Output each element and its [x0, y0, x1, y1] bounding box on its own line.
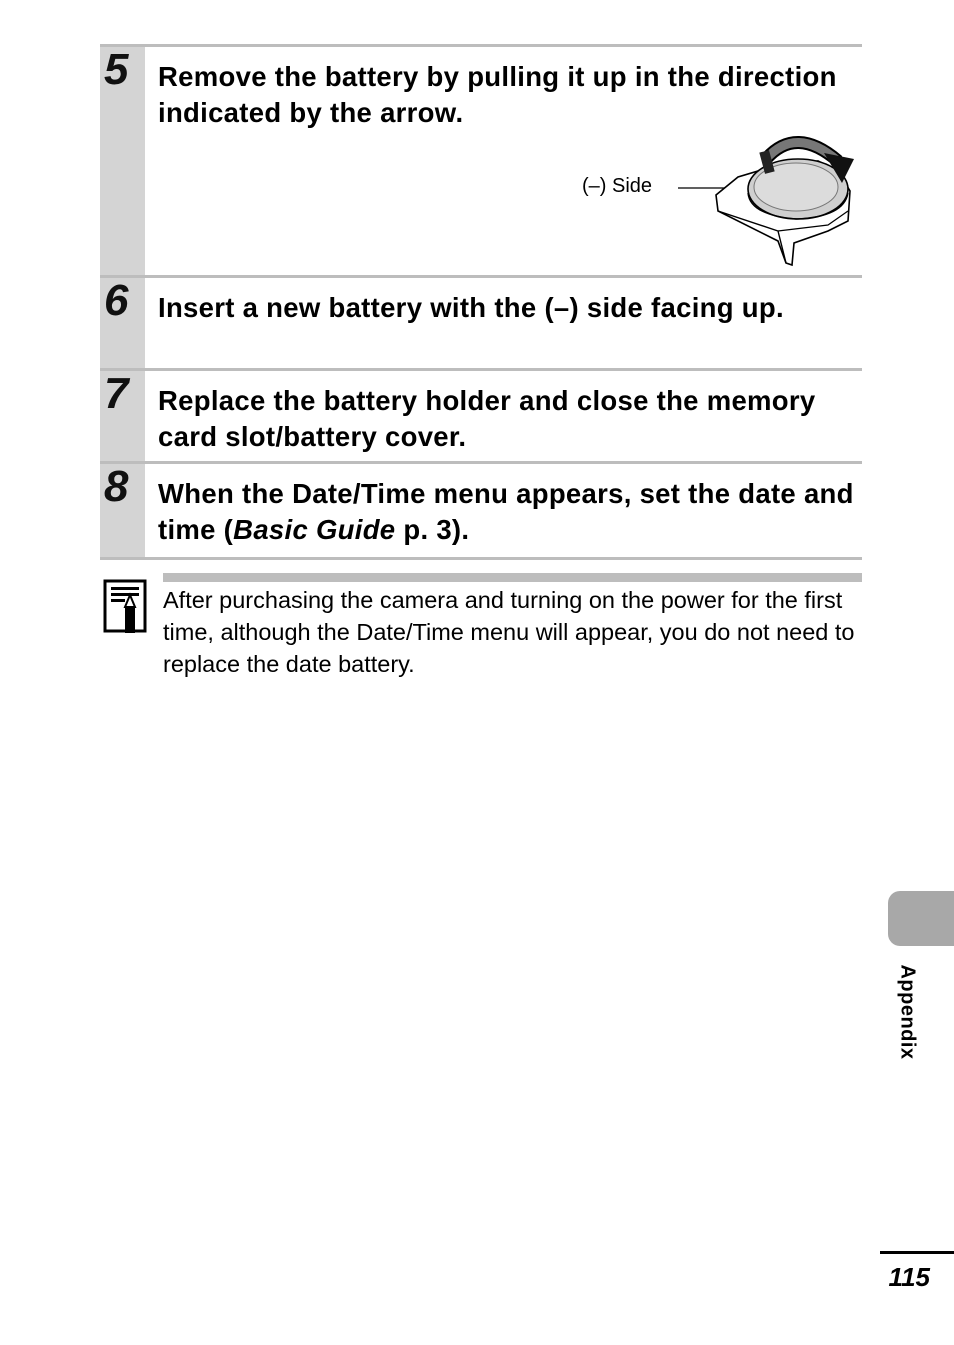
page-number-rule [880, 1251, 954, 1254]
step-5 [100, 44, 862, 277]
battery-removal-illustration [678, 131, 858, 271]
step-number: 8 [104, 462, 129, 511]
step-8 [100, 461, 862, 560]
note-bar [163, 573, 862, 582]
illustration-label: (–) Side [582, 175, 653, 197]
page-number: 115 [888, 1262, 930, 1292]
step-text: Remove the battery by pulling it up in the direction indicated by the arrow. [158, 61, 837, 128]
step-6 [100, 275, 862, 370]
note-icon [103, 579, 147, 635]
step-text [158, 476, 858, 548]
step-text-part: p. 3). [395, 514, 470, 545]
step-text: Insert a new battery with the (–) side facing up. [158, 292, 784, 323]
step-number: 7 [104, 369, 129, 418]
step-number: 5 [104, 45, 129, 94]
step-number: 6 [104, 276, 129, 325]
section-tab [888, 891, 954, 946]
step-7 [100, 368, 862, 463]
step-text-part: When the Date/Time menu appears, set the date and time ( [158, 478, 854, 545]
note-text: After purchasing the camera and turning on the power for the first time, although the Date/Time menu will appear, you do not need to replace the date battery. [163, 587, 855, 677]
section-tab-label: Appendix [896, 964, 919, 1060]
step-text: Replace the battery holder and close the memory card slot/battery cover. [158, 385, 816, 452]
basic-guide-reference: Basic Guide [233, 514, 396, 545]
